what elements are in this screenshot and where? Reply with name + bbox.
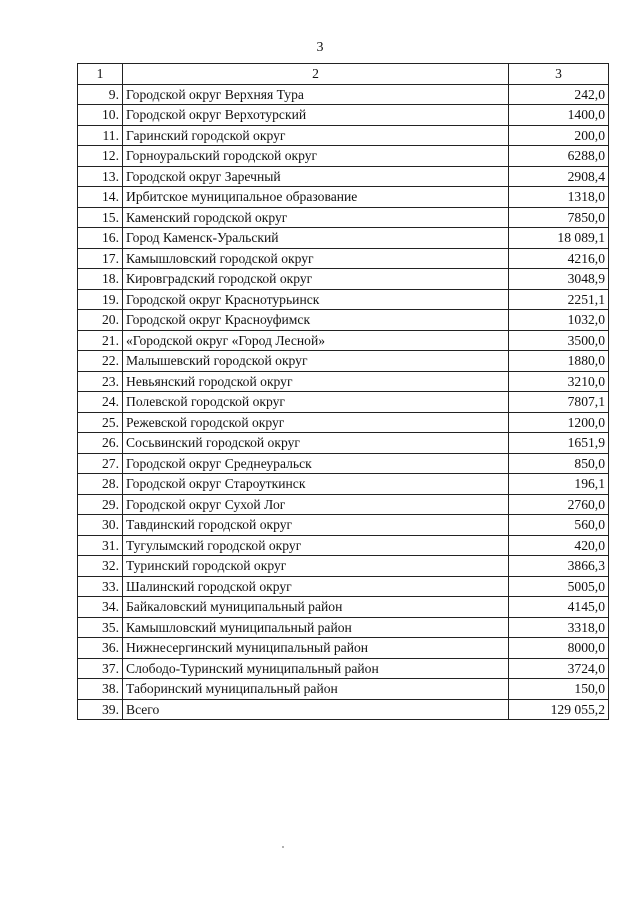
municipality-name: Невьянский городской округ bbox=[123, 371, 509, 392]
row-number: 21. bbox=[78, 330, 123, 351]
row-number: 19. bbox=[78, 289, 123, 310]
amount-value: 3048,9 bbox=[509, 269, 609, 290]
table-row bbox=[78, 330, 609, 351]
row-number: 17. bbox=[78, 248, 123, 269]
table-row bbox=[78, 392, 609, 413]
table-row bbox=[78, 658, 609, 679]
amount-value: 3210,0 bbox=[509, 371, 609, 392]
table-row bbox=[78, 617, 609, 638]
amount-value: 3500,0 bbox=[509, 330, 609, 351]
table-body bbox=[78, 64, 609, 720]
row-number: 13. bbox=[78, 166, 123, 187]
row-number: 27. bbox=[78, 453, 123, 474]
amount-value: 4216,0 bbox=[509, 248, 609, 269]
municipality-name: Малышевский городской округ bbox=[123, 351, 509, 372]
table-row bbox=[78, 248, 609, 269]
row-number: 23. bbox=[78, 371, 123, 392]
row-number: 34. bbox=[78, 597, 123, 618]
table-row bbox=[78, 228, 609, 249]
municipality-name: Городской округ Красноуфимск bbox=[123, 310, 509, 331]
municipality-name: Шалинский городской округ bbox=[123, 576, 509, 597]
table-row bbox=[78, 207, 609, 228]
municipality-name: Городской округ Заречный bbox=[123, 166, 509, 187]
column-header-1: 1 bbox=[78, 64, 123, 85]
municipality-name: Городской округ Краснотурьинск bbox=[123, 289, 509, 310]
amount-value: 3318,0 bbox=[509, 617, 609, 638]
table-row bbox=[78, 597, 609, 618]
municipality-name: Полевской городской округ bbox=[123, 392, 509, 413]
amount-value: 1200,0 bbox=[509, 412, 609, 433]
amount-value: 2251,1 bbox=[509, 289, 609, 310]
row-number: 18. bbox=[78, 269, 123, 290]
municipality-name: Таборинский муниципальный район bbox=[123, 679, 509, 700]
municipality-name: Тугулымский городской округ bbox=[123, 535, 509, 556]
table-row bbox=[78, 679, 609, 700]
row-number: 37. bbox=[78, 658, 123, 679]
municipality-name: Туринский городской округ bbox=[123, 556, 509, 577]
table-row bbox=[78, 125, 609, 146]
row-number: 38. bbox=[78, 679, 123, 700]
municipality-name: Сосьвинский городской округ bbox=[123, 433, 509, 454]
row-number: 39. bbox=[78, 699, 123, 720]
row-number: 10. bbox=[78, 105, 123, 126]
row-number: 15. bbox=[78, 207, 123, 228]
municipality-name: Ирбитское муниципальное образование bbox=[123, 187, 509, 208]
amount-value: 1032,0 bbox=[509, 310, 609, 331]
scan-speck bbox=[282, 846, 284, 848]
row-number: 24. bbox=[78, 392, 123, 413]
municipality-name: Всего bbox=[123, 699, 509, 720]
table-row bbox=[78, 515, 609, 536]
table-row bbox=[78, 412, 609, 433]
row-number: 22. bbox=[78, 351, 123, 372]
table-row bbox=[78, 576, 609, 597]
row-number: 31. bbox=[78, 535, 123, 556]
amount-value: 3866,3 bbox=[509, 556, 609, 577]
table-row bbox=[78, 289, 609, 310]
amount-value: 4145,0 bbox=[509, 597, 609, 618]
table-row bbox=[78, 187, 609, 208]
amount-value: 1651,9 bbox=[509, 433, 609, 454]
table-row bbox=[78, 556, 609, 577]
amount-value: 5005,0 bbox=[509, 576, 609, 597]
municipality-name: Гаринский городской округ bbox=[123, 125, 509, 146]
table-row bbox=[78, 535, 609, 556]
row-number: 12. bbox=[78, 146, 123, 167]
amount-value: 242,0 bbox=[509, 84, 609, 105]
row-number: 33. bbox=[78, 576, 123, 597]
table-row bbox=[78, 474, 609, 495]
amount-value: 850,0 bbox=[509, 453, 609, 474]
municipality-name: Кировградский городской округ bbox=[123, 269, 509, 290]
amount-value: 6288,0 bbox=[509, 146, 609, 167]
municipality-name: «Городской округ «Город Лесной» bbox=[123, 330, 509, 351]
table-row bbox=[78, 105, 609, 126]
table-row bbox=[78, 269, 609, 290]
row-number: 29. bbox=[78, 494, 123, 515]
row-number: 28. bbox=[78, 474, 123, 495]
row-number: 25. bbox=[78, 412, 123, 433]
table-header-row bbox=[78, 64, 609, 85]
amount-value: 1880,0 bbox=[509, 351, 609, 372]
table-row bbox=[78, 146, 609, 167]
column-header-2: 2 bbox=[123, 64, 509, 85]
municipality-name: Городской округ Сухой Лог bbox=[123, 494, 509, 515]
amount-value: 150,0 bbox=[509, 679, 609, 700]
amount-value: 3724,0 bbox=[509, 658, 609, 679]
amount-value: 1400,0 bbox=[509, 105, 609, 126]
municipality-name: Городской округ Верхняя Тура bbox=[123, 84, 509, 105]
amount-value: 8000,0 bbox=[509, 638, 609, 659]
table-row bbox=[78, 453, 609, 474]
amount-value: 2760,0 bbox=[509, 494, 609, 515]
municipality-name: Городской округ Верхотурский bbox=[123, 105, 509, 126]
column-header-3: 3 bbox=[509, 64, 609, 85]
municipality-name: Тавдинский городской округ bbox=[123, 515, 509, 536]
table-row bbox=[78, 371, 609, 392]
municipality-name: Слободо-Туринский муниципальный район bbox=[123, 658, 509, 679]
row-number: 32. bbox=[78, 556, 123, 577]
municipality-name: Городской округ Староуткинск bbox=[123, 474, 509, 495]
table-row bbox=[78, 638, 609, 659]
table-row bbox=[78, 310, 609, 331]
amount-value: 420,0 bbox=[509, 535, 609, 556]
table-row bbox=[78, 699, 609, 720]
amount-value: 200,0 bbox=[509, 125, 609, 146]
amount-value: 1318,0 bbox=[509, 187, 609, 208]
row-number: 11. bbox=[78, 125, 123, 146]
amount-value: 2908,4 bbox=[509, 166, 609, 187]
amount-value: 129 055,2 bbox=[509, 699, 609, 720]
amount-value: 196,1 bbox=[509, 474, 609, 495]
row-number: 14. bbox=[78, 187, 123, 208]
amount-value: 18 089,1 bbox=[509, 228, 609, 249]
row-number: 30. bbox=[78, 515, 123, 536]
municipality-name: Горноуральский городской округ bbox=[123, 146, 509, 167]
municipality-name: Камышловский городской округ bbox=[123, 248, 509, 269]
amount-value: 560,0 bbox=[509, 515, 609, 536]
table-row bbox=[78, 84, 609, 105]
municipality-name: Режевской городской округ bbox=[123, 412, 509, 433]
municipality-name: Байкаловский муниципальный район bbox=[123, 597, 509, 618]
amount-value: 7807,1 bbox=[509, 392, 609, 413]
row-number: 36. bbox=[78, 638, 123, 659]
municipality-name: Каменский городской округ bbox=[123, 207, 509, 228]
row-number: 16. bbox=[78, 228, 123, 249]
row-number: 35. bbox=[78, 617, 123, 638]
municipality-name: Камышловский муниципальный район bbox=[123, 617, 509, 638]
row-number: 9. bbox=[78, 84, 123, 105]
municipality-name: Нижнесергинский муниципальный район bbox=[123, 638, 509, 659]
municipality-name: Город Каменск-Уральский bbox=[123, 228, 509, 249]
municipality-name: Городской округ Среднеуральск bbox=[123, 453, 509, 474]
row-number: 20. bbox=[78, 310, 123, 331]
table-row bbox=[78, 351, 609, 372]
table-row bbox=[78, 494, 609, 515]
page-number: 3 bbox=[316, 40, 324, 55]
table-row bbox=[78, 433, 609, 454]
row-number: 26. bbox=[78, 433, 123, 454]
allocation-table bbox=[77, 63, 609, 720]
table-row bbox=[78, 166, 609, 187]
amount-value: 7850,0 bbox=[509, 207, 609, 228]
